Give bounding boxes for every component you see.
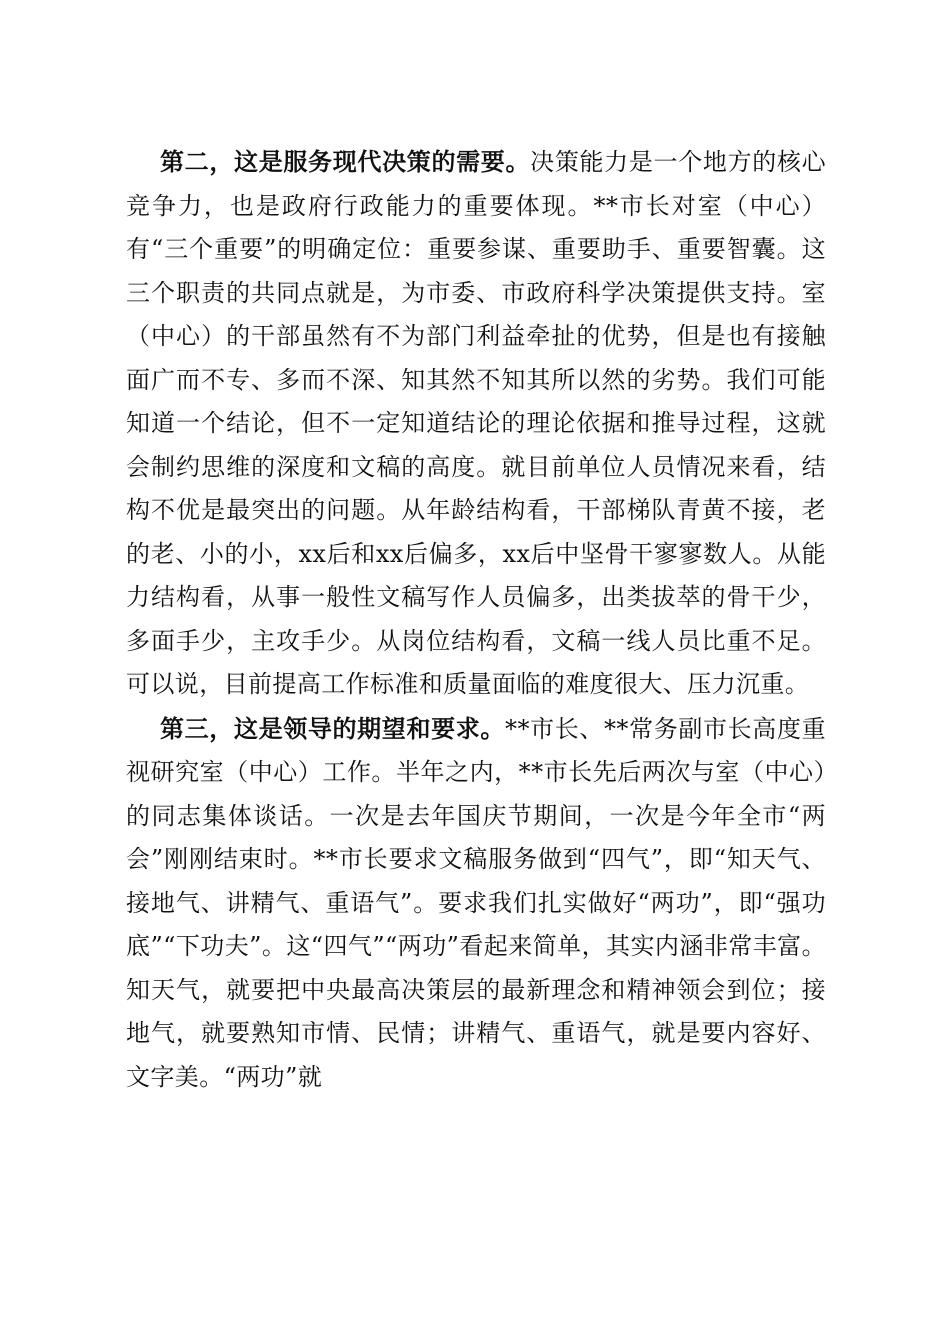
paragraph-third — [126, 707, 826, 1100]
paragraph-text: 决策能力是一个地方的核心竞争力，也是政府行政能力的重要体现。**市长对室（中心）有“三个重要”的明确定位：重要参谋、重要助手、重要智囊。这三个职责的共同点就是，为市委、市政府科学决策提供支持。室（中心）的干部虽然有不为部门利益牵扯的优势，但是也有接触面广而不专、多而不深、知其然不知其所以然的劣势。我们可能知道一个结论，但不一定知道结论的理论依据和推导过程，这就会制约思维的深度和文稿的高度。就目前单位人员情况来看，结构不优是最突出的问题。从年龄结构看，干部梯队青黄不接，老的老、小的小，xx后和xx后偏多，xx后中坚骨干寥寥数人。从能力结构看，从事一般性文稿写作人员偏多，出类拔萃的骨干少，多面手少，主攻手少。从岗位结构看，文稿一线人员比重不足。可以说，目前提高工作标准和质量面临的难度很大、压力沉重。 — [126, 148, 826, 698]
document-body — [126, 140, 826, 1099]
paragraph-text: **市长、**常务副市长高度重视研究室（中心）工作。半年之内，**市长先后两次与室（中心）的同志集体谈话。一次是去年国庆节期间，一次是今年全市“两会”刚刚结束时。**市长要求文稿服务做到“四气”，即“知天气、接地气、讲精气、重语气”。要求我们扎实做好“两功”，即“强功底”“下功夫”。这“四气”“两功”看起来简单，其实内涵非常丰富。知天气，就要把中央最高决策层的最新理念和精神领会到位；接地气，就要熟知市情、民情；讲精气、重语气，就是要内容好、文字美。“两功”就 — [126, 714, 826, 1091]
paragraph-second — [126, 140, 826, 707]
paragraph-lead: 第三，这是领导的期望和要求。 — [160, 713, 506, 743]
paragraph-lead: 第二，这是服务现代决策的需要。 — [160, 147, 531, 176]
